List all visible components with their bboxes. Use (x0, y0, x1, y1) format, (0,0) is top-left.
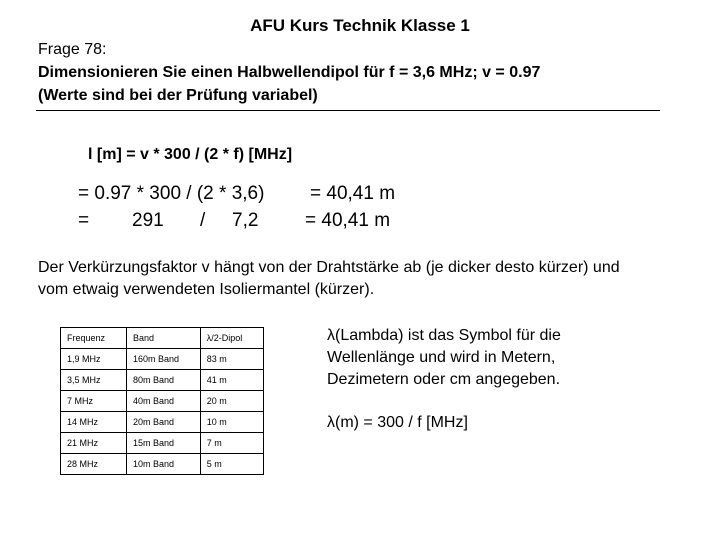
table-cell: 41 m (200, 370, 263, 391)
page-title: AFU Kurs Technik Klasse 1 (250, 16, 470, 35)
question-note: (Werte sind bei der Prüfung variabel) (38, 87, 318, 104)
calc-row2-equals: = (78, 210, 90, 231)
table-row (61, 433, 264, 454)
table-cell: 10m Band (126, 454, 200, 475)
table-cell: 83 m (200, 349, 263, 370)
calc-row1-result: = 40,41 m (310, 183, 396, 204)
table-cell: 3,5 MHz (61, 370, 127, 391)
calc-row2-numerator: 291 (132, 210, 164, 231)
table-cell: 40m Band (126, 391, 200, 412)
table-cell: 7 MHz (61, 391, 127, 412)
table-header-cell: Frequenz (61, 328, 127, 349)
table-row (61, 349, 264, 370)
table-cell: 20m Band (126, 412, 200, 433)
question-number: Frage 78: (38, 41, 107, 58)
dipole-formula: l [m] = v * 300 / (2 * f) [MHz] (88, 146, 293, 163)
table-cell: 15m Band (126, 433, 200, 454)
table-header-cell: λ/2-Dipol (200, 328, 263, 349)
explanation-line: Der Verkürzungsfaktor v hängt von der Drahtstärke ab (je dicker desto kürzer) und (38, 259, 620, 276)
calc-row2-result: = 40,41 m (305, 210, 391, 231)
lambda-note-line: Dezimetern oder cm angegeben. (327, 371, 561, 388)
calc-row1-left: = 0.97 * 300 / (2 * 3,6) (78, 183, 265, 204)
calc-row2-denominator: 7,2 (232, 210, 259, 231)
table-header-cell: Band (126, 328, 200, 349)
table-cell: 1,9 MHz (61, 349, 127, 370)
table-row (61, 412, 264, 433)
question-text: Dimensionieren Sie einen Halbwellendipol für f = 3,6 MHz; v = 0.97 (38, 64, 541, 81)
table-header-row (61, 328, 264, 349)
lambda-note-line: Wellenlänge und wird in Metern, (327, 349, 556, 366)
band-table (60, 327, 264, 475)
divider (36, 110, 660, 111)
table-row (61, 370, 264, 391)
table-row (61, 454, 264, 475)
table-cell: 14 MHz (61, 412, 127, 433)
table-cell: 5 m (200, 454, 263, 475)
table-cell: 21 MHz (61, 433, 127, 454)
lambda-note-line: λ(Lambda) ist das Symbol für die (327, 327, 561, 344)
table-row (61, 391, 264, 412)
explanation-line: vom etwaig verwendeten Isoliermantel (kürzer). (38, 281, 375, 298)
table-cell: 20 m (200, 391, 263, 412)
wavelength-formula: λ(m) = 300 / f [MHz] (327, 414, 468, 431)
table-cell: 10 m (200, 412, 263, 433)
calc-row2-operator: / (200, 210, 206, 231)
table-cell: 7 m (200, 433, 263, 454)
table-cell: 80m Band (126, 370, 200, 391)
table-cell: 160m Band (126, 349, 200, 370)
table-cell: 28 MHz (61, 454, 127, 475)
